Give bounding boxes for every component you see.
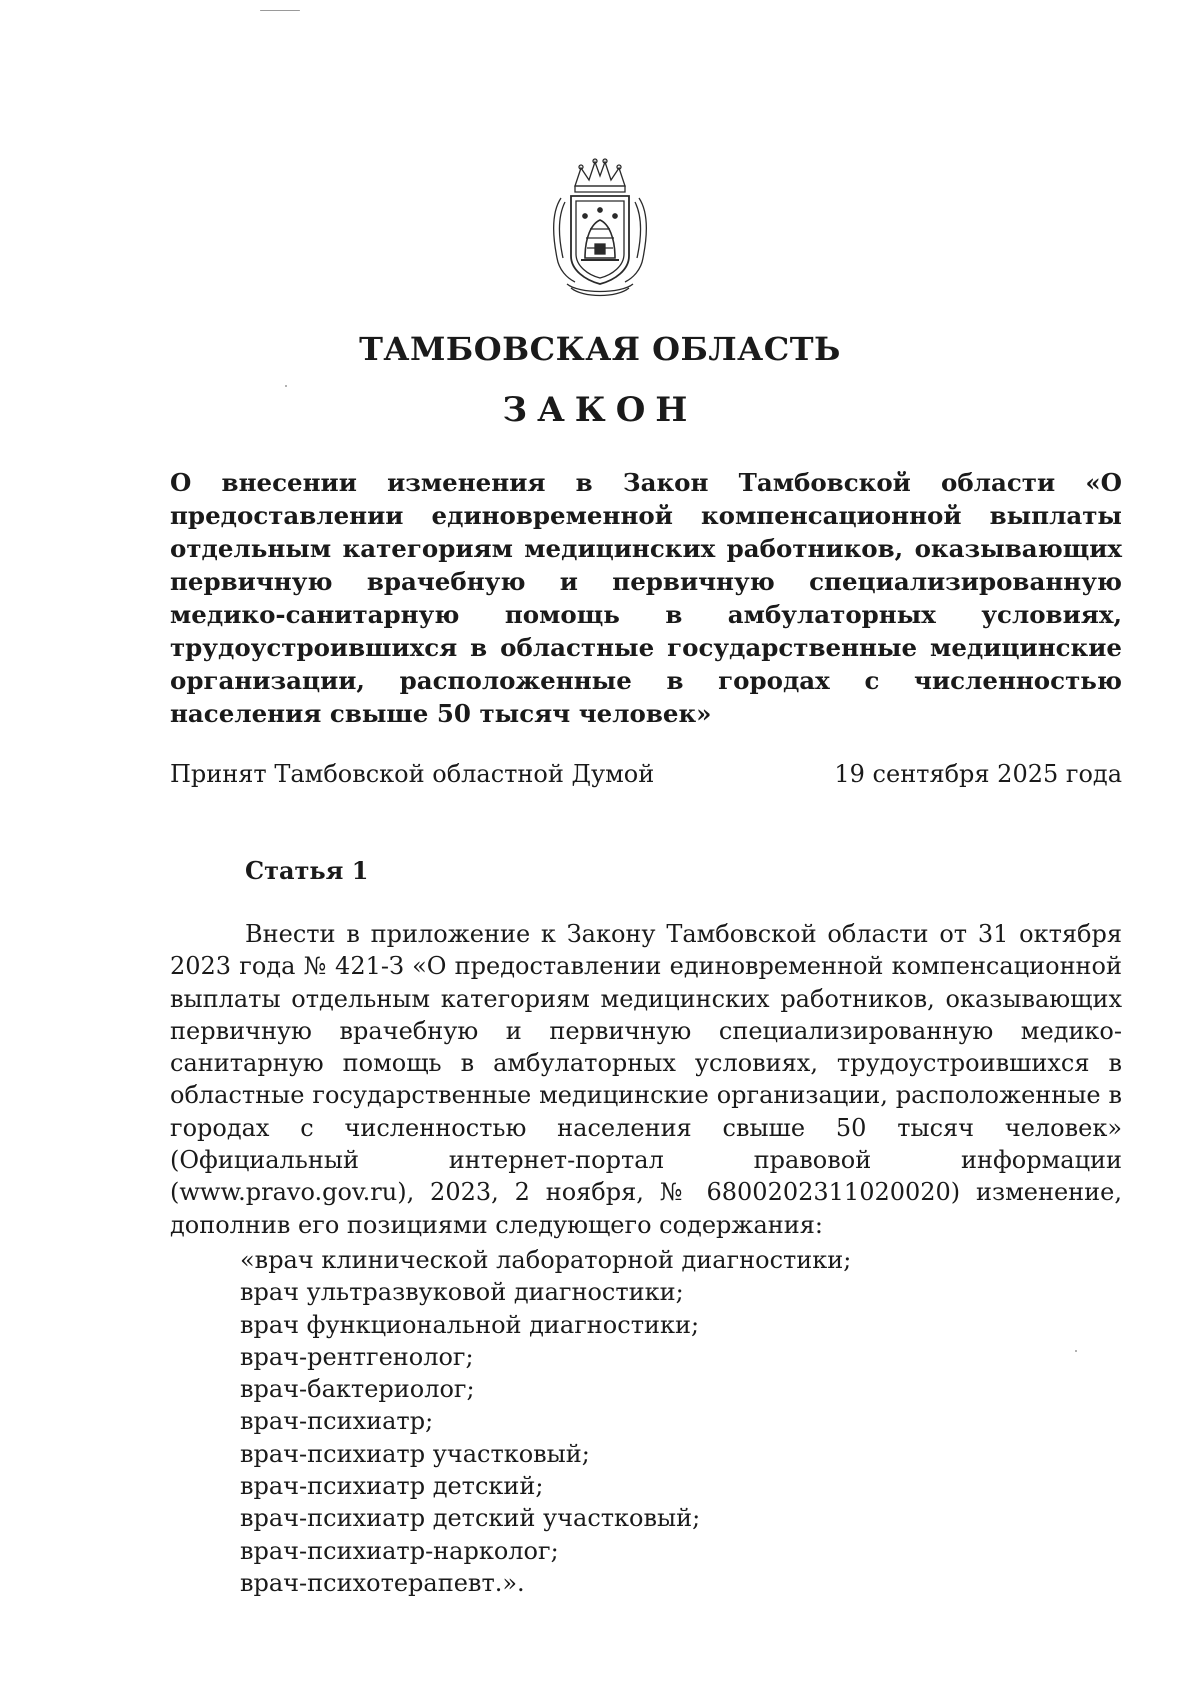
adoption-date: 19 сентября 2025 года [834, 760, 1122, 788]
document-type-title: ЗАКОН [502, 390, 698, 430]
list-item: врач-психиатр участковый; [240, 1439, 590, 1468]
list-item: врач-психиатр детский участковый; [240, 1504, 701, 1533]
list-item: врач-психиатр детский; [240, 1472, 544, 1501]
adopted-by: Принят Тамбовской областной Думой [170, 760, 655, 788]
list-item: врач функциональной диагностики; [240, 1310, 700, 1339]
list-item: «врач клинической лабораторной диагностики; [240, 1246, 852, 1274]
list-item: врач-бактериолог; [240, 1375, 475, 1404]
tambov-coat-of-arms-icon [545, 158, 655, 298]
list-item: врач ультразвуковой диагностики; [240, 1278, 684, 1307]
article-heading: Статья 1 [245, 856, 369, 885]
scan-speck [285, 385, 287, 387]
region-title: ТАМБОВСКАЯ ОБЛАСТЬ [359, 330, 841, 368]
positions-list [240, 1244, 851, 1599]
list-item: врач-рентгенолог; [240, 1342, 474, 1371]
scan-speck [1075, 1350, 1077, 1352]
law-subject-title: О внесении изменения в Закон Тамбовской области «О предоставлении единовременной компенсационной выплаты отдельным категориям медицинских работников, оказывающих первичную врачебную и первичную специализированную медико-санитарную помощь в амбулаторных условиях, трудоустроившихся в областные государственные медицинские организации, расположенные в городах с численностью населения свыше 50 тысяч человек» [170, 468, 1122, 728]
list-item: врач-психиатр-нарколог; [240, 1536, 559, 1565]
article-body: Внести в приложение к Закону Тамбовской области от 31 октября 2023 года № 421-З «О предоставлении единовременной компенсационной выплаты отдельным категориям медицинских работников, оказывающих первичную врачебную и первичную специализированную медико-санитарную помощь в амбулаторных условиях, трудоустроившихся в областные государственные медицинские организации, расположенные в городах с численностью населения свыше 50 тысяч человек» (Официальный интернет-портал правовой информации (www.pravo.gov.ru), 2023, 2 ноября, № 6800202311020020) изменение, дополнив его позициями следующего содержания: [170, 920, 1122, 1239]
list-item: врач-психиатр; [240, 1407, 434, 1436]
list-item: врач-психотерапевт.». [240, 1568, 525, 1597]
adoption-line [170, 760, 1122, 788]
scan-speck [260, 10, 300, 11]
